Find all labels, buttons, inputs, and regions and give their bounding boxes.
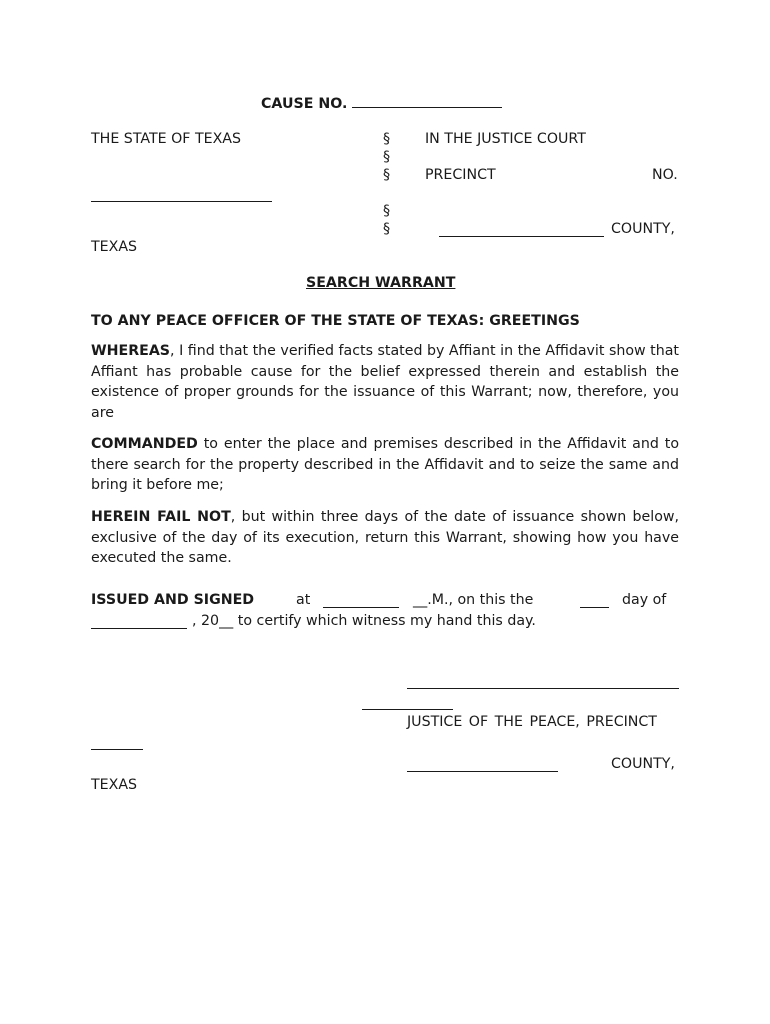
precinct-label: PRECINCT [425, 167, 496, 183]
signature-texas-label: TEXAS [91, 777, 138, 793]
whereas-paragraph [91, 341, 679, 423]
day-blank[interactable] [580, 607, 609, 608]
caption-name-blank[interactable] [91, 201, 272, 202]
fail-not-paragraph [91, 507, 679, 569]
cause-number-blank[interactable] [352, 93, 502, 108]
section-mark: § [383, 149, 391, 165]
issued-m-label: __.M., on this the [413, 592, 534, 608]
state-label: THE STATE OF TEXAS [91, 131, 242, 147]
signature-continuation-line [362, 709, 453, 710]
signature-county-blank[interactable] [407, 771, 558, 772]
precinct-number-label: NO. [652, 167, 678, 183]
commanded-lead: COMMANDED [91, 436, 198, 452]
greeting: TO ANY PEACE OFFICER OF THE STATE OF TEXAS: GREETINGS [91, 313, 580, 329]
section-mark: § [383, 221, 391, 237]
section-mark: § [383, 131, 391, 147]
month-blank[interactable] [91, 628, 187, 629]
signature-line[interactable] [407, 688, 679, 689]
court-label: IN THE JUSTICE COURT [425, 131, 586, 147]
county-label: COUNTY, [611, 221, 675, 237]
whereas-lead: WHEREAS [91, 343, 171, 359]
document-title: SEARCH WARRANT [306, 275, 456, 291]
cause-number-label: CAUSE NO. [261, 96, 348, 112]
issued-day-of: day of [622, 592, 667, 608]
commanded-text: to enter the place and premises described in the Affidavit and to there search for the property described in the Affidavit and to seize the same and bring it before me; [91, 436, 679, 494]
issued-year-text: , 20__ to certify which witness my hand this day. [192, 613, 536, 629]
texas-label: TEXAS [91, 239, 138, 255]
section-mark: § [383, 203, 391, 219]
commanded-paragraph [91, 434, 679, 496]
section-mark: § [383, 167, 391, 183]
fail-not-lead: HEREIN FAIL NOT [91, 509, 231, 525]
precinct-number-blank[interactable] [91, 749, 143, 750]
whereas-text: , I find that the verified facts stated by Affiant in the Affidavit show that Affiant has probable cause for the belief expressed therein and establish the existence of proper grounds for the issuance of this Warrant; now, therefore, you are [91, 343, 679, 421]
issued-lead: ISSUED AND SIGNED [91, 592, 255, 608]
fail-not-text: , but within three days of the date of issuance shown below, exclusive of the day of its execution, return this Warrant, showing how you have executed the same. [91, 509, 680, 567]
time-blank[interactable] [323, 607, 399, 608]
signature-county-label: COUNTY, [611, 756, 675, 772]
justice-of-peace-label: JUSTICE OF THE PEACE, PRECINCT [407, 714, 657, 730]
issued-at: at [296, 592, 311, 608]
county-blank[interactable] [439, 236, 604, 237]
cause-number-line [261, 93, 502, 114]
